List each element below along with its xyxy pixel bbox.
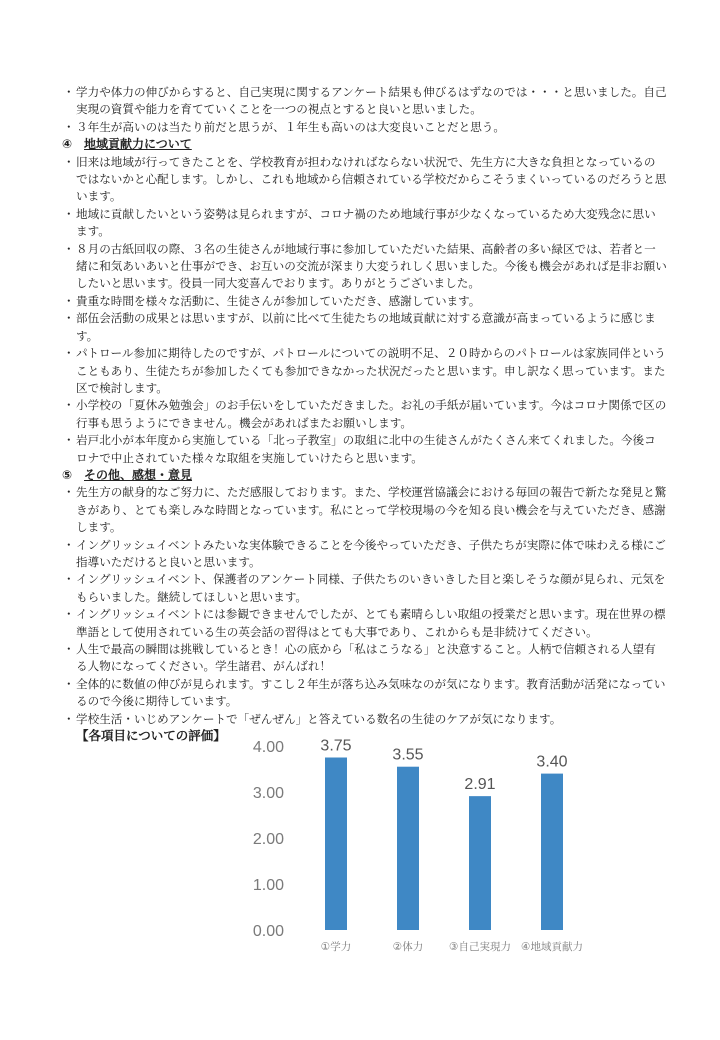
x-category-label: ②体力 xyxy=(392,941,424,953)
bar xyxy=(325,758,347,931)
bullet-mark: ・ xyxy=(63,154,75,169)
paragraph-text: 小学校の「夏休み勉強会」のお手伝いをしていただきました。お礼の手紙が届いています。今はコロナ関係で区の行事も思うようにできません。機会があればまたお願いします。 xyxy=(76,398,667,430)
bullet-mark: ・ xyxy=(63,311,75,326)
paragraph-text: 人生で最高の瞬間は挑戦しているとき！心の底から「私はこうなる」と決意すること。人柄で信頼される人望有る人物になってください。学生諸君、がんばれ！ xyxy=(76,642,656,674)
section-number: ④ xyxy=(62,137,73,152)
sections-block xyxy=(62,136,667,728)
bullet-mark: ・ xyxy=(63,346,75,361)
bullet-paragraph xyxy=(62,310,667,345)
y-tick-label: 2.00 xyxy=(252,831,284,848)
bar-value-label: 3.75 xyxy=(320,737,352,755)
section-heading xyxy=(62,136,667,153)
paragraph-text: 学校生活・いじめアンケートで「ぜんぜん」と答えている数名の生徒のケアが気になります。 xyxy=(76,711,562,726)
y-tick-label: 3.00 xyxy=(252,785,284,802)
bullet-mark: ・ xyxy=(63,642,75,656)
paragraph-text: 貴重な時間を様々な活動に、生徒さんが参加していただき、感謝しています。 xyxy=(76,293,481,308)
x-category-label: ③自己実現力 xyxy=(449,941,511,953)
bullet-paragraph xyxy=(62,119,667,136)
section-title: その他、感想・意見 xyxy=(84,467,193,482)
bullet-paragraph xyxy=(62,606,667,641)
paragraph-text: 先生方の献身的なご努力に、ただ感服しております。また、学校運営協議会における毎回の報告で新たな発見と驚きがあり、とても楽しみな時間となっています。私にとって学校現場の今を知る良い機会を与えていただき、感謝します。 xyxy=(76,485,667,535)
paragraph-text: 全体的に数値の伸びが見られます。すこし２年生が落ち込み気味なのが気になります。教育活動が活発になっているので今後に期待しています。 xyxy=(76,676,666,709)
bullet-mark: ・ xyxy=(63,398,75,413)
bullet-mark: ・ xyxy=(63,572,75,587)
bullet-paragraph xyxy=(62,241,667,293)
section-number: ⑤ xyxy=(62,467,73,482)
x-category-label: ①学力 xyxy=(320,941,352,953)
bullet-paragraph xyxy=(62,84,667,119)
bullet-paragraph xyxy=(62,641,667,676)
bullet-paragraph xyxy=(62,571,667,606)
bullet-paragraph xyxy=(62,206,667,241)
bullet-mark: ・ xyxy=(63,206,75,221)
bullet-paragraph xyxy=(62,484,667,536)
bullet-mark: ・ xyxy=(63,433,75,448)
paragraph-text: イングリッシュイベントには参観できませんでしたが、とても素晴らしい取組の授業だと思います。現在世界の標準語として使用されている生の英会話の習得はとても大事であり、これからも是非続けてください。 xyxy=(76,607,666,639)
section-title: 地域貢献力について xyxy=(84,137,192,152)
paragraph-text: ３年生が高いのは当たり前だと思うが、１年生も高いのは大変良いことだと思う。 xyxy=(76,119,505,134)
bullet-paragraph xyxy=(62,432,667,467)
bullet-paragraph xyxy=(62,154,667,206)
y-tick-label: 4.00 xyxy=(252,739,284,756)
bullet-mark: ・ xyxy=(63,85,75,99)
bullet-mark: ・ xyxy=(63,119,75,134)
document-body xyxy=(62,84,667,728)
x-category-label: ④地域貢献力 xyxy=(521,941,583,953)
bullet-mark: ・ xyxy=(63,711,75,726)
bullet-mark: ・ xyxy=(63,485,75,500)
y-tick-label: 0.00 xyxy=(252,923,284,940)
bullet-paragraph xyxy=(62,397,667,432)
bar xyxy=(541,774,563,930)
intro-block xyxy=(62,84,667,136)
paragraph-text: 岩戸北小が本年度から実施している「北っ子教室」の取組に北中の生徒さんがたくさん来てくれました。今後コロナで中止されていた様々な取組を実施していけたらと思います。 xyxy=(76,433,656,465)
paragraph-text: ８月の古紙回収の際、３名の生徒さんが地域行事に参加していただいた結果、高齢者の多い緑区では、若者と一緒に和気あいあいと仕事ができ、お互いの交流が深まり大変うれしく思いました。今後も機会があれば是非お願いしたいと思います。役員一同大変喜んでおります。ありがとうございました。 xyxy=(76,241,667,291)
bar xyxy=(397,767,419,930)
paragraph-text: パトロール参加に期待したのですが、パトロールについての説明不足、２０時からのパトロールは家族同伴ということもあり、生徒たちが参加したくても参加できなかった状況だったと思います。申し訳なく思っています。また区で検討します。 xyxy=(76,346,666,395)
bar-value-label: 3.55 xyxy=(392,746,424,764)
paragraph-text: 学力や体力の伸びからすると、自己実現に関するアンケート結果も伸びるはずなのでは・・・と思いました。自己実現の資質や能力を育てていくことを一つの視点とすると良いと思いました。 xyxy=(76,85,667,117)
paragraph-text: イングリッシュイベント、保護者のアンケート同様、子供たちのいきいきした目と楽しそうな顔が見られ、元気をもらいました。継続してほしいと思います。 xyxy=(76,572,666,604)
paragraph-text: 旧来は地域が行ってきたことを、学校教育が担わなければならない状況で、先生方に大きな負担となっているのではないかと心配します。しかし、これも地域から信頼されている学校だからこそうまくいっているのだろうと思います。 xyxy=(76,154,667,204)
paragraph-text: 部伍会活動の成果とは思いますが、以前に比べて生徒たちの地域貢献に対する意識が高まっているように感じます。 xyxy=(76,311,656,343)
bar-value-label: 2.91 xyxy=(464,776,496,794)
bullet-mark: ・ xyxy=(63,537,75,552)
bullet-mark: ・ xyxy=(63,293,75,308)
paragraph-text: イングリッシュイベントみたいな実体験できることを今後やっていただき、子供たちが実際に体で味わえる様にご指導いただけると良いと思います。 xyxy=(76,537,666,569)
bullet-paragraph xyxy=(62,345,667,397)
bullet-mark: ・ xyxy=(63,607,75,622)
bullet-mark: ・ xyxy=(63,676,75,691)
bullet-paragraph xyxy=(62,293,667,310)
evaluation-bar-chart xyxy=(240,728,620,958)
bullet-mark: ・ xyxy=(63,241,75,256)
paragraph-text: 地域に貢献したいという姿勢は見られますが、コロナ禍のため地域行事が少なくなっているため大変残念に思います。 xyxy=(76,206,656,239)
section-heading xyxy=(62,467,667,484)
bar xyxy=(469,796,491,930)
y-tick-label: 1.00 xyxy=(252,877,284,894)
chart-heading: 【各項目についての評価】 xyxy=(76,728,226,743)
bullet-paragraph xyxy=(62,537,667,572)
bullet-paragraph xyxy=(62,676,667,711)
bar-value-label: 3.40 xyxy=(536,753,568,771)
